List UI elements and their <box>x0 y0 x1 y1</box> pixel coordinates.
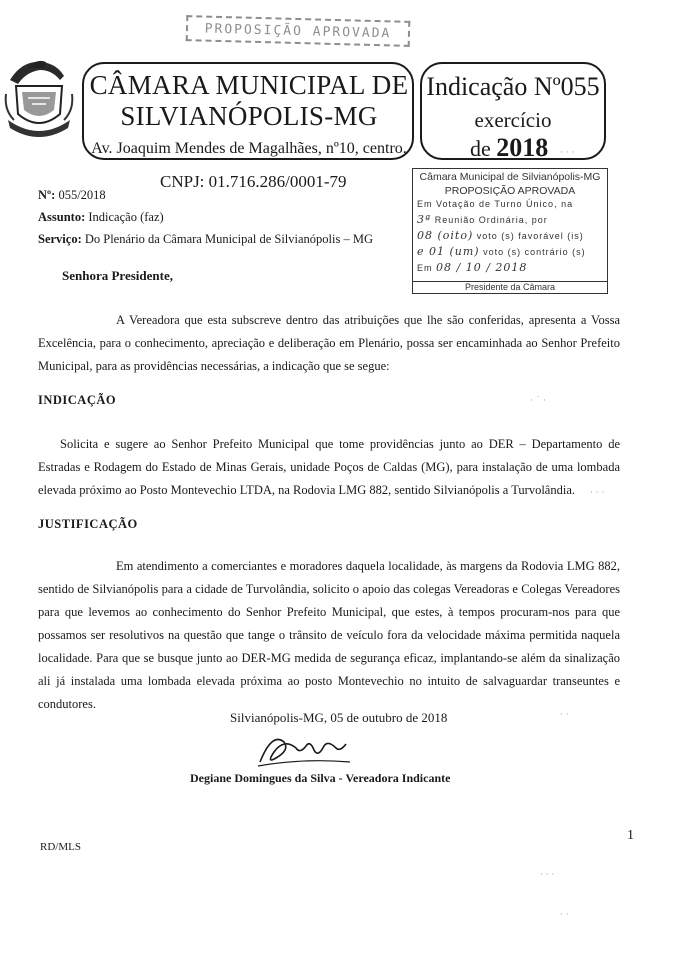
scan-noise: · · · <box>590 488 605 498</box>
institution-address: Av. Joaquim Mendes de Magalhães, nº10, centro. <box>91 140 407 157</box>
justificacao-text: Em atendimento a comerciantes e moradores daquela localidade, às margens da Rodovia LMG 882, sentido de Silvianópolis para a cidade de Turvolândia, solicito o apoio das colegas Vereadoras e Colegas Vereadores para que levemos ao conhecimento do Senhor Prefeito Municipal, que estes, à tempos procuram-nos para que possamos ser resolutivos na questão que tange o trânsito de veículo fora da velocidade máxima permitida naquela localidade. Para que se busque junto ao DER-MG medida de segurança eficaz, implantando-se além da sinalização ali já instalada uma lombada elevada próxima ao posto Montevechio no intuito de salvaguardar transeuntes e condutores. <box>38 559 620 711</box>
indicacao-number: Indicação Nº055 <box>426 72 600 101</box>
approval-stamp-date-value: 08 / 10 / 2018 <box>436 261 528 274</box>
meta-subject-label: Assunto: <box>38 210 86 224</box>
approval-stamp-date-label: Em <box>417 263 433 273</box>
approval-stamp-footer: Presidente da Câmara <box>413 281 607 293</box>
meta-subject <box>38 210 164 225</box>
approval-stamp-favorable-count: 08 (oito) <box>417 229 474 242</box>
approval-stamp-vote-type: Em Votação de Turno Único, na <box>417 199 574 209</box>
intro-text: A Vereadora que esta subscreve dentro das atribuições que lhe são conferidas, apresenta a Vossa Excelência, para o conhecimento, apreciação e deliberação em Plenário, possa ser encaminhada ao Senhor Prefeito Municipal, para as providências necessárias, a indicação que se segue: <box>38 313 620 373</box>
approval-stamp-chamber: Câmara Municipal de Silvianópolis-MG <box>419 171 601 183</box>
salutation: Senhora Presidente, <box>62 268 173 283</box>
scan-noise: · · · <box>560 148 575 158</box>
institution-title-line2: SILVIANÓPOLIS-MG <box>120 101 378 131</box>
approval-stamp-against-count: e 01 (um) <box>417 245 480 258</box>
cnpj: CNPJ: 01.716.286/0001-79 <box>160 172 347 191</box>
signer-name: Degiane Domingues da Silva - Vereadora Indicante <box>190 771 451 785</box>
meta-number-label: Nº: <box>38 188 56 202</box>
meta-number-value: 055/2018 <box>58 188 106 202</box>
approval-stamp <box>412 168 608 294</box>
document-initials: RD/MLS <box>40 841 81 853</box>
meta-service-value: Do Plenário da Câmara Municipal de Silvianópolis – MG <box>84 232 374 246</box>
indicacao-heading: INDICAÇÃO <box>38 393 117 407</box>
approval-rubber-stamp: PROPOSIÇÃO APROVADA <box>186 15 411 47</box>
meta-subject-value: Indicação (faz) <box>88 210 164 224</box>
page-mark: 1 <box>627 828 634 843</box>
approval-stamp-against-label: voto (s) contrário (s) <box>483 247 586 257</box>
approval-stamp-session-number: 3ª <box>417 213 432 226</box>
coat-of-arms-icon <box>2 50 76 142</box>
indicacao-year <box>470 133 548 163</box>
intro-paragraph <box>38 309 620 378</box>
indicacao-paragraph <box>38 433 620 502</box>
institution-title <box>84 70 414 132</box>
scan-noise: · ˙ · <box>530 396 546 406</box>
meta-service-label: Serviço: <box>38 232 82 246</box>
approval-stamp-against <box>413 244 607 260</box>
scan-noise: · · <box>560 710 569 720</box>
approval-stamp-session <box>413 212 607 228</box>
place-date: Silvianópolis-MG, 05 de outubro de 2018 <box>230 710 448 725</box>
indicacao-year-value: 2018 <box>496 133 549 162</box>
approval-stamp-date <box>413 260 607 276</box>
indicacao-exercicio: exercício <box>474 108 552 132</box>
approval-stamp-session-label: Reunião Ordinária, por <box>434 215 548 225</box>
meta-number <box>38 188 106 203</box>
approval-stamp-favorable <box>413 228 607 244</box>
approval-stamp-status: PROPOSIÇÃO APROVADA <box>444 185 576 197</box>
indicacao-year-prefix: de <box>470 136 491 161</box>
meta-service <box>38 232 373 247</box>
justificacao-heading: JUSTIFICAÇÃO <box>38 517 138 531</box>
indicacao-text: Solicita e sugere ao Senhor Prefeito Municipal que tome providências junto ao DER – Departamento de Estradas e Rodagem do Estado de Minas Gerais, unidade Poços de Caldas (MG), para instalação de uma lombada elevada próximo ao Posto Montevechio LTDA, na Rodovia LMG 882, sentido Silvianópolis a Turvolândia. <box>38 437 620 497</box>
signature-icon <box>254 728 354 770</box>
scan-noise: · · · <box>540 870 555 880</box>
approval-stamp-favorable-label: voto (s) favorável (is) <box>476 231 584 241</box>
institution-title-line1: CÂMARA MUNICIPAL DE <box>89 70 409 100</box>
scan-noise: · · <box>560 910 569 920</box>
justificacao-paragraph <box>38 555 620 716</box>
